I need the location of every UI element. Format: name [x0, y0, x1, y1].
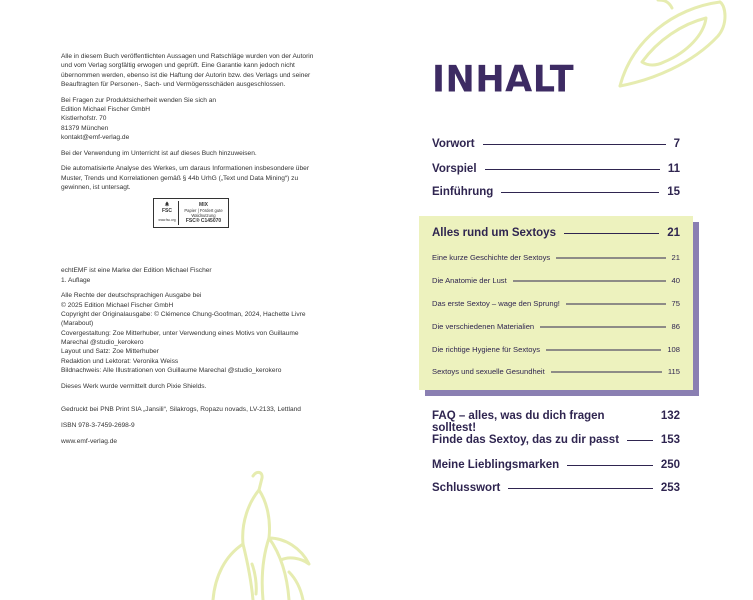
- edition-note: echtEMF ist eine Marke der Edition Michael Fischer 1. Auflage: [61, 267, 212, 284]
- fruit-slice-illustration-icon: [612, 0, 732, 92]
- toc-subentry[interactable]: Die Anatomie der Lust 40: [432, 276, 680, 285]
- toc-subentry[interactable]: Eine kurze Geschichte der Sextoys 21: [432, 253, 680, 262]
- toc-subentry[interactable]: Das erste Sextoy – wage den Sprung! 75: [432, 299, 680, 308]
- website-link[interactable]: www.emf-verlag.de: [61, 437, 118, 445]
- banana-illustration-icon: [205, 468, 335, 600]
- toc-entry[interactable]: Meine Lieblingsmarken 250: [432, 459, 680, 471]
- disclaimer-text: Alle in diesem Buch veröffentlichten Aussagen und Ratschläge wurden von der Autorin und vom Verlag sorgfältig erwogen und geprüft. Eine Garantie kann jedoch nicht übernommen werden, ebenso ist die Haftung der Autorin bzw. des Verlags und seiner Beauftragten für Personen-, Sach- und Vermögensschäden ausgeschlossen.: [61, 53, 314, 88]
- email-link[interactable]: kontakt@emf-verlag.de: [61, 133, 130, 141]
- toc-entry[interactable]: Schlusswort 253: [432, 482, 680, 494]
- safety-contact: Bei Fragen zur Produktsicherheit wenden Sie sich an Edition Michael Fischer GmbH Kistlerhofstr. 70 81379 München kontakt@emf-verlag.de: [61, 96, 217, 141]
- school-note: Bei der Verwendung im Unterricht ist auf dieses Buch hinzuweisen.: [61, 149, 257, 157]
- toc-subentry[interactable]: Sextoys und sexuelle Gesundheit 115: [432, 367, 680, 376]
- fsc-text: MIX Papier | Fördert gute Waldnutzung FSC® C145070: [184, 202, 223, 225]
- toc-entry[interactable]: Finde das Sextoy, das zu dir passt 153: [432, 434, 680, 446]
- toc-entry[interactable]: Vorwort 7: [432, 138, 680, 150]
- toc-entry[interactable]: Einführung 15: [432, 186, 680, 198]
- toc-subentry[interactable]: Die richtige Hygiene für Sextoys 108: [432, 345, 680, 354]
- fsc-tree-icon: FSC www.fsc.org: [156, 201, 179, 225]
- toc-entry[interactable]: FAQ – alles, was du dich fragen solltest! 132: [432, 410, 680, 434]
- tdm-note: Die automatisierte Analyse des Werkes, um daraus Informationen insbesondere über Muster, Trends und Korrelationen gemäß § 44b UrhG („Text und Data Mining“) zu gewinnen, ist untersagt.: [61, 165, 310, 192]
- toc-subentry[interactable]: Die verschiedenen Materialien 86: [432, 322, 680, 331]
- credits: Alle Rechte der deutschsprachigen Ausgabe bei © 2025 Edition Michael Fischer GmbH Copyright der Originalausgabe: © Clémence Chung-Goofman, 2024, Hachette Livre (Marabout) Covergestaltung: Zoe Mitterhuber, unter Verwendung eines Motivs von Guillaume Marechal @studio_kerokero Layout und Satz: Zoe Mitterhuber Redaktion und Lektorat: Veronika Weiss Bildnachweis: Alle Illustrationen von Guillaume Marechal @studio_kerokero: [61, 292, 306, 374]
- fsc-label: [153, 198, 229, 228]
- imprint-text: [61, 52, 323, 452]
- toc-entry[interactable]: Vorspiel 11: [432, 163, 680, 175]
- toc-entry-highlight[interactable]: Alles rund um Sextoys 21: [432, 227, 680, 239]
- agency-note: Dieses Werk wurde vermittelt durch Pixie Shields.: [61, 382, 207, 390]
- toc-title: INHALT: [432, 59, 575, 101]
- print-note: Gedruckt bei PNB Print SIA „Jansili“, Silakrogs, Ropazu novads, LV-2133, Lettland: [61, 405, 301, 413]
- isbn: ISBN 978-3-7459-2698-9: [61, 421, 135, 429]
